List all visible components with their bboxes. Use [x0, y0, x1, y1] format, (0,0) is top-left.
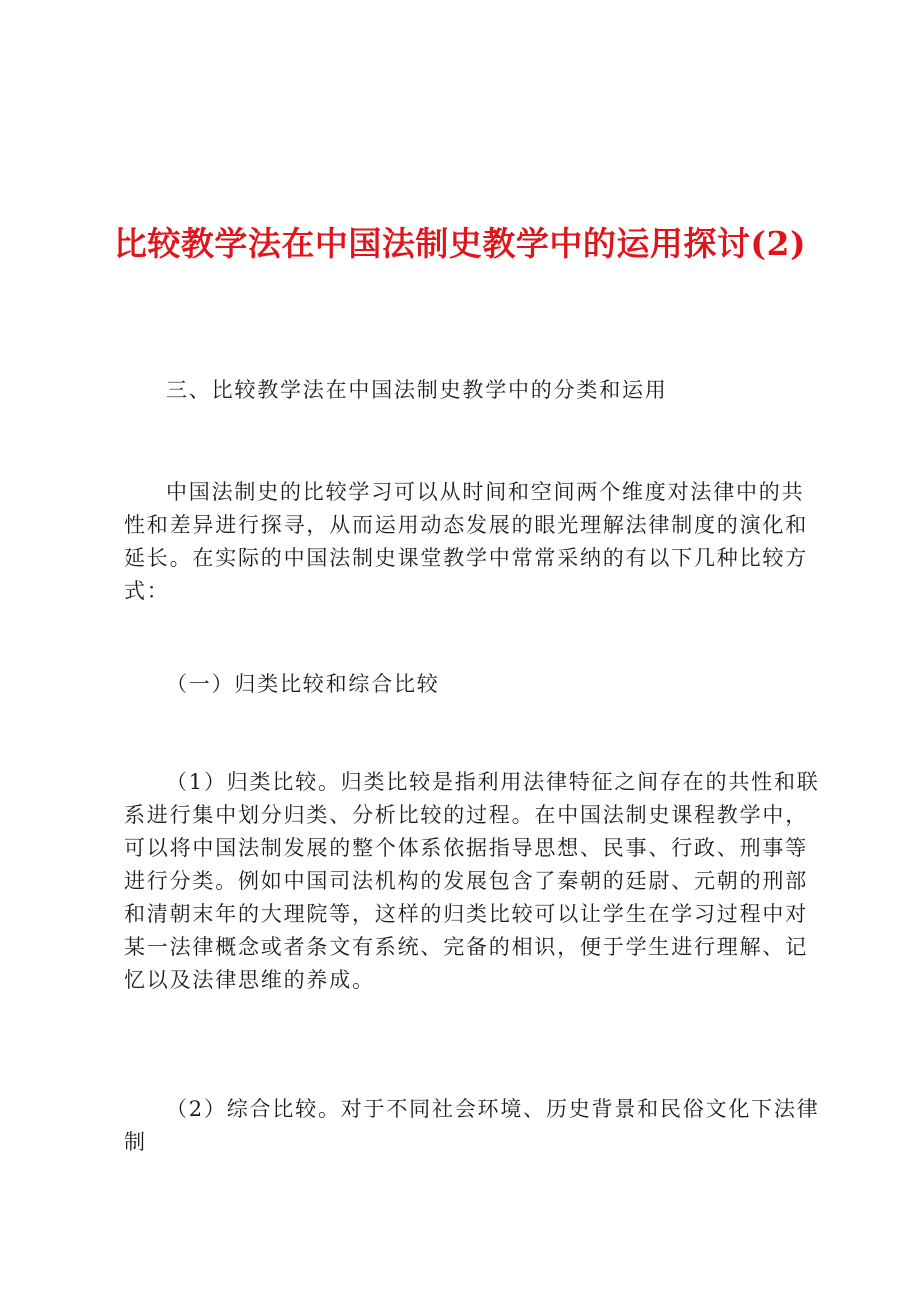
paragraph-classification-comparison: （1）归类比较。归类比较是指利用法律特征之间存在的共性和联系进行集中划分归类、分析比较的过程。在中国法制史课程教学中，可以将中国法制发展的整个体系依据指导思想、民事、行政、刑事等进行分类。例如中国司法机构的发展包含了秦朝的廷尉、元朝的刑部和清朝末年的大理院等，这样的归类比较可以让学生在学习过程中对某一法律概念或者条文有系统、完备的相识，便于学生进行理解、记忆以及法律思维的养成。: [124, 770, 820, 992]
section-heading: 三、比较教学法在中国法制史教学中的分类和运用: [166, 378, 668, 402]
subheading-categorization: （一）归类比较和综合比较: [166, 672, 440, 696]
document-title: 比较教学法在中国法制史教学中的运用探讨(2): [113, 224, 807, 264]
paragraph-comprehensive-comparison: （2）综合比较。对于不同社会环境、历史背景和民俗文化下法律制: [124, 1097, 820, 1154]
paragraph-intro: 中国法制史的比较学习可以从时间和空间两个维度对法律中的共性和差异进行探寻，从而运用动态发展的眼光理解法律制度的演化和延长。在实际的中国法制史课堂教学中常常采纳的有以下几种比较方式：: [124, 480, 808, 603]
